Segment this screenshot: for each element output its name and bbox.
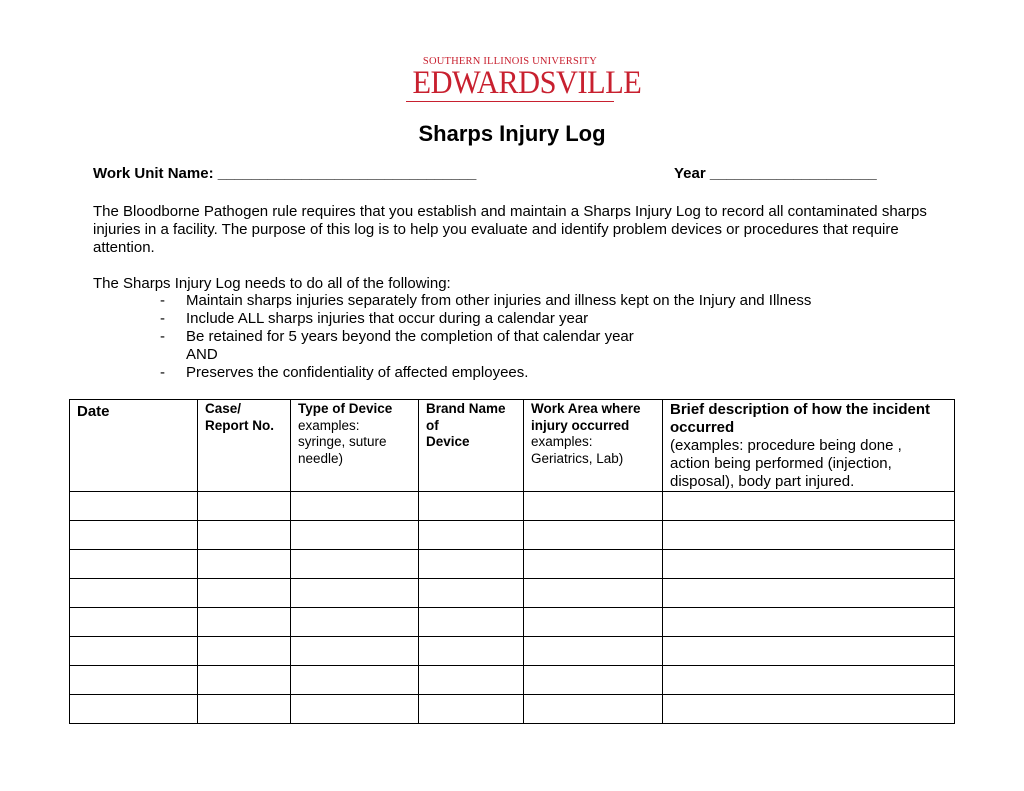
cell-date[interactable] <box>70 608 198 637</box>
cell-brand[interactable] <box>419 666 524 695</box>
cell-description[interactable] <box>663 550 955 579</box>
cell-device[interactable] <box>291 608 419 637</box>
bullet-dash: - <box>160 364 165 381</box>
cell-area[interactable] <box>524 579 663 608</box>
cell-description[interactable] <box>663 492 955 521</box>
requirements-list <box>160 292 811 382</box>
header-device-type: Type of Device examples: syringe, suture needle) <box>291 400 419 492</box>
cell-case[interactable] <box>198 579 291 608</box>
cell-date[interactable] <box>70 637 198 666</box>
table-row <box>70 695 955 724</box>
cell-device[interactable] <box>291 579 419 608</box>
cell-case[interactable] <box>198 666 291 695</box>
logo-main-text: EDWARDSVILLE <box>412 65 642 101</box>
cell-device[interactable] <box>291 521 419 550</box>
cell-brand[interactable] <box>419 521 524 550</box>
cell-date[interactable] <box>70 666 198 695</box>
logo-top-text: SOUTHERN ILLINOIS UNIVERSITY <box>422 56 598 67</box>
header-case: Case/ Report No. <box>198 400 291 492</box>
cell-device[interactable] <box>291 695 419 724</box>
cell-description[interactable] <box>663 695 955 724</box>
cell-date[interactable] <box>70 521 198 550</box>
table-row <box>70 579 955 608</box>
cell-area[interactable] <box>524 608 663 637</box>
list-item: - Preserves the confidentiality of affected employees. <box>160 364 529 381</box>
table-row <box>70 608 955 637</box>
cell-description[interactable] <box>663 521 955 550</box>
cell-case[interactable] <box>198 695 291 724</box>
logo-underline <box>406 101 614 102</box>
table-row <box>70 666 955 695</box>
and-connector: AND <box>186 346 218 363</box>
cell-brand[interactable] <box>419 637 524 666</box>
cell-brand[interactable] <box>419 579 524 608</box>
list-item: - Include ALL sharps injuries that occur during a calendar year <box>160 310 589 327</box>
table-row <box>70 492 955 521</box>
cell-area[interactable] <box>524 695 663 724</box>
cell-device[interactable] <box>291 666 419 695</box>
list-item: - Be retained for 5 years beyond the completion of that calendar year <box>160 328 634 345</box>
cell-case[interactable] <box>198 550 291 579</box>
bullet-dash: - <box>160 310 165 327</box>
table-row <box>70 637 955 666</box>
cell-description[interactable] <box>663 608 955 637</box>
list-item: - Maintain sharps injuries separately from other injuries and illness kept on the Injury and Illness <box>160 292 812 309</box>
bullet-dash: - <box>160 328 165 345</box>
page-title: Sharps Injury Log <box>418 121 606 146</box>
cell-description[interactable] <box>663 579 955 608</box>
cell-area[interactable] <box>524 637 663 666</box>
intro-paragraph: The Bloodborne Pathogen rule requires that you establish and maintain a Sharps Injury Log to record all contaminated sharps injuries in a facility. The purpose of this log is to help you evaluate and identify problem devices or procedures that require attention. <box>93 203 927 256</box>
cell-area[interactable] <box>524 550 663 579</box>
header-description: Brief description of how the incident occurred (examples: procedure being done , action being performed (injection, disposal), body part injured. <box>663 400 955 492</box>
work-unit-name-field[interactable]: Work Unit Name: _______________________________ <box>93 165 477 182</box>
cell-brand[interactable] <box>419 608 524 637</box>
cell-date[interactable] <box>70 492 198 521</box>
table-row <box>70 521 955 550</box>
cell-device[interactable] <box>291 550 419 579</box>
cell-area[interactable] <box>524 521 663 550</box>
year-field[interactable]: Year ____________________ <box>674 165 877 182</box>
cell-case[interactable] <box>198 608 291 637</box>
cell-brand[interactable] <box>419 550 524 579</box>
cell-area[interactable] <box>524 666 663 695</box>
cell-date[interactable] <box>70 550 198 579</box>
sharps-injury-log-table <box>69 399 955 724</box>
cell-area[interactable] <box>524 492 663 521</box>
header-brand: Brand Name of Device <box>419 400 524 492</box>
cell-description[interactable] <box>663 637 955 666</box>
table-row <box>70 550 955 579</box>
header-date: Date <box>70 400 198 492</box>
cell-case[interactable] <box>198 492 291 521</box>
cell-device[interactable] <box>291 637 419 666</box>
cell-case[interactable] <box>198 637 291 666</box>
cell-device[interactable] <box>291 492 419 521</box>
bullet-dash: - <box>160 292 165 309</box>
header-work-area: Work Area where injury occurred examples: Geriatrics, Lab) <box>524 400 663 492</box>
cell-date[interactable] <box>70 695 198 724</box>
cell-date[interactable] <box>70 579 198 608</box>
cell-description[interactable] <box>663 666 955 695</box>
table-header-row <box>70 400 955 492</box>
cell-brand[interactable] <box>419 695 524 724</box>
cell-case[interactable] <box>198 521 291 550</box>
requirements-intro: The Sharps Injury Log needs to do all of the following: <box>93 275 451 292</box>
university-logo <box>404 56 642 104</box>
cell-brand[interactable] <box>419 492 524 521</box>
